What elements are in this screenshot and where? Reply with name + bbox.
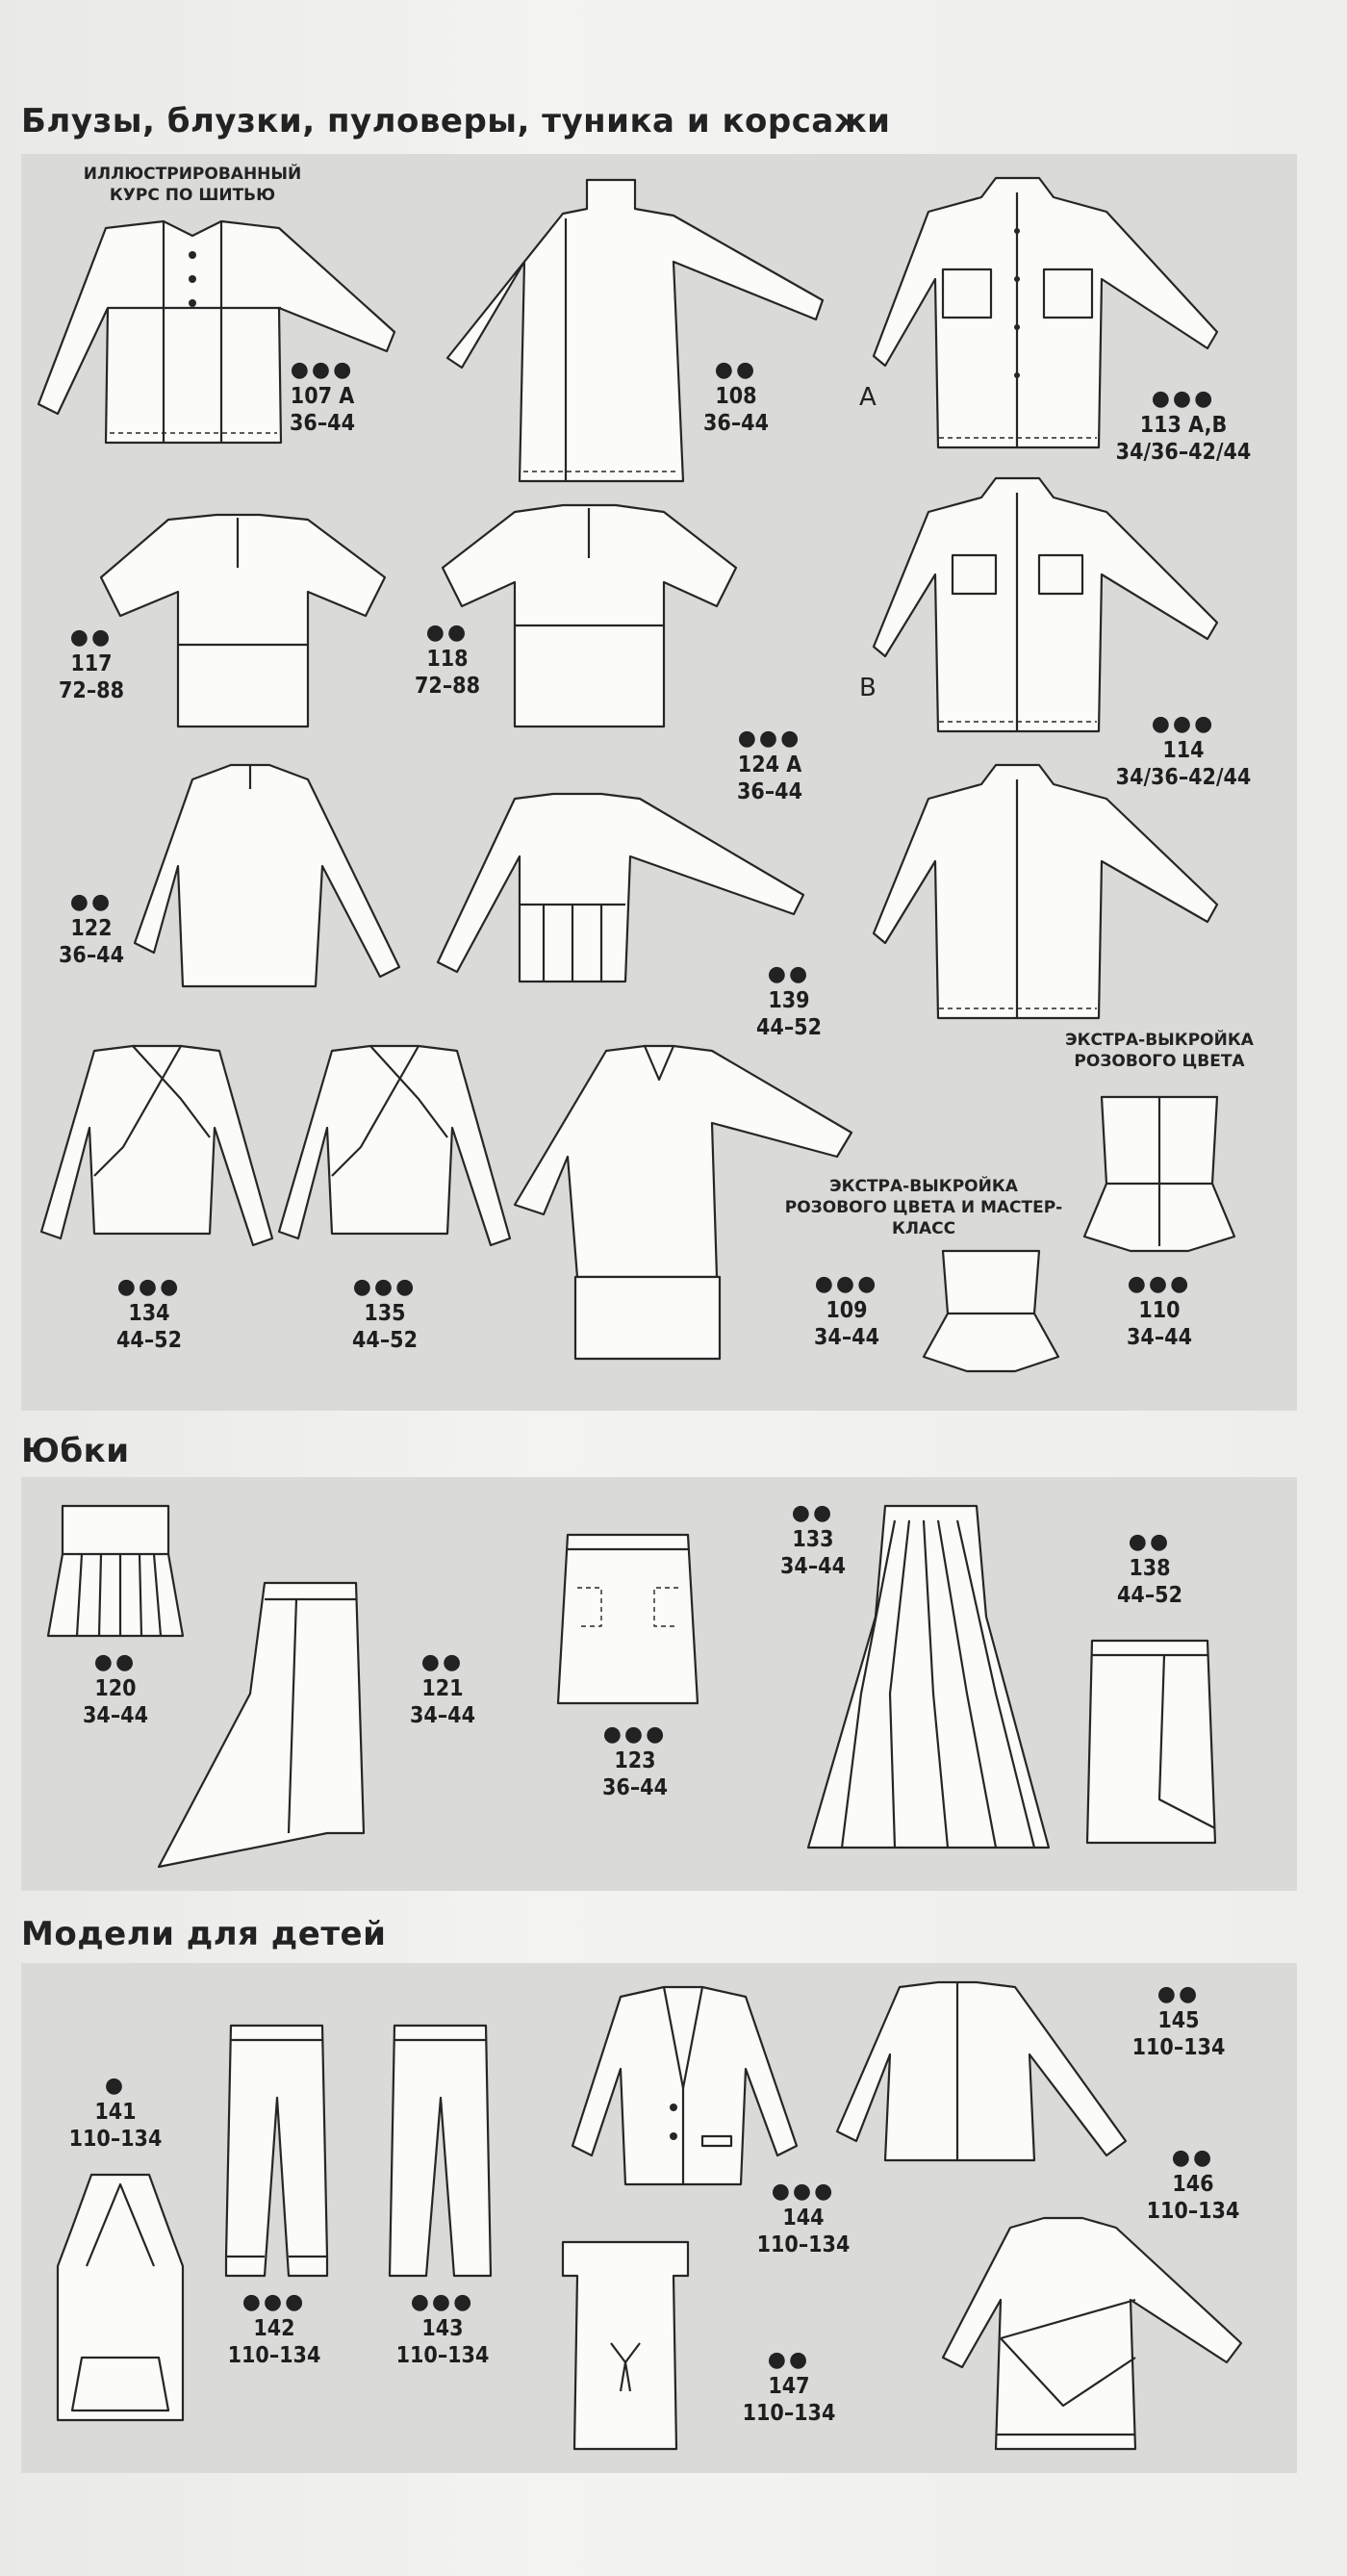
model-108 (688, 358, 784, 437)
difficulty-dots: ●●● (410, 2290, 475, 2314)
model-number: 110 (1138, 1298, 1181, 1323)
course-note: ИЛЛЮСТРИРОВАННЫЙ КУРС ПО ШИТЬЮ (83, 165, 302, 205)
garment-110-sketch (1082, 1087, 1236, 1256)
size-range: 36–44 (737, 779, 802, 804)
difficulty-dots: ●● (767, 962, 811, 986)
model-122 (53, 890, 130, 969)
garment-135-sketch (274, 1041, 515, 1253)
model-113ab (1097, 387, 1270, 466)
garment-144-sketch (568, 1982, 799, 2189)
size-range: 36–44 (703, 411, 769, 436)
model-number: 144 (782, 2206, 825, 2231)
model-118 (404, 621, 491, 700)
section-title-skirts: Юбки (21, 1432, 130, 1470)
model-110 (1106, 1272, 1212, 1351)
garment-122-sketch (135, 760, 404, 991)
model-number: 147 (768, 2374, 810, 2399)
difficulty-dots: ●●● (1127, 1272, 1192, 1296)
garment-109-sketch (919, 1241, 1063, 1376)
difficulty-dots: ●●● (737, 727, 802, 751)
difficulty-dots: ●●● (771, 2180, 836, 2204)
model-number: 113 A,B (1139, 413, 1228, 438)
variant-letter-b: В (859, 674, 877, 702)
model-144 (741, 2180, 866, 2258)
model-number: 124 A (737, 752, 802, 778)
difficulty-dots: ●●● (116, 1275, 182, 1299)
difficulty-dots: ●● (69, 890, 114, 914)
garment-123-sketch (553, 1530, 702, 1708)
difficulty-dots: ●●● (602, 1722, 668, 1747)
difficulty-dots: ●● (1171, 2146, 1215, 2170)
size-range: 34–44 (814, 1325, 879, 1350)
model-number: 145 (1157, 2008, 1200, 2033)
size-range: 34–44 (1127, 1325, 1192, 1350)
garment-143-sketch (385, 2021, 496, 2281)
size-range: 110–134 (742, 2401, 836, 2426)
size-range: 44–52 (1117, 1583, 1182, 1608)
size-range: 110–134 (1131, 2035, 1226, 2060)
model-number: 133 (792, 1527, 834, 1552)
difficulty-dots: ●● (1156, 1982, 1201, 2006)
garment-142-sketch (221, 2021, 332, 2281)
model-number: 135 (364, 1301, 406, 1326)
size-range: 34/36–42/44 (1115, 440, 1252, 465)
model-number: 146 (1172, 2172, 1214, 2197)
model-145 (1121, 1982, 1236, 2061)
difficulty-dots: ●● (420, 1650, 465, 1674)
model-number: 107 A (290, 384, 355, 409)
model-135 (342, 1275, 428, 1354)
garment-117-sketch (101, 510, 390, 731)
model-141 (67, 2074, 164, 2153)
size-range: 44–52 (116, 1328, 182, 1353)
size-range: 72–88 (59, 678, 124, 703)
size-range: 36–44 (602, 1775, 668, 1800)
difficulty-dots: ●●● (290, 358, 355, 382)
garment-133-sketch (803, 1501, 1054, 1857)
garment-146-sketch (938, 2213, 1246, 2454)
model-number: 123 (614, 1748, 656, 1773)
size-range: 110–134 (68, 2127, 163, 2152)
size-range: 110–134 (1146, 2199, 1240, 2224)
model-147 (726, 2348, 851, 2427)
model-number: 114 (1162, 738, 1205, 763)
model-number: 109 (826, 1298, 868, 1323)
model-number: 142 (253, 2316, 295, 2341)
model-138 (1102, 1530, 1198, 1609)
section-title-kids: Модели для детей (21, 1915, 387, 1953)
model-120 (72, 1650, 159, 1729)
model-number: 134 (128, 1301, 170, 1326)
difficulty-dots: ●● (791, 1501, 835, 1525)
difficulty-dots: ●● (767, 2348, 811, 2372)
garment-145-sketch (832, 1977, 1131, 2170)
model-number: 121 (421, 1676, 464, 1701)
garment-108-sketch (443, 175, 827, 483)
size-range: 34–44 (780, 1554, 846, 1579)
difficulty-dots: ●● (1128, 1530, 1172, 1554)
extra-pattern-note: ЭКСТРА-ВЫКРОЙКА РОЗОВОГО ЦВЕТА (1065, 1031, 1254, 1071)
difficulty-dots: ● (104, 2074, 127, 2098)
model-number: 141 (94, 2100, 137, 2125)
garment-114-sketch (847, 760, 1222, 1030)
garment-138-sketch (1082, 1636, 1217, 1848)
difficulty-dots: ●●● (1151, 712, 1216, 736)
model-number: 138 (1129, 1556, 1171, 1581)
model-109 (794, 1272, 900, 1351)
model-number: 122 (70, 916, 113, 941)
section-title-blouses: Блузы, блузки, пуловеры, туника и корсажи (21, 102, 891, 140)
size-range: 36–44 (290, 411, 355, 436)
size-range: 34–44 (410, 1703, 475, 1728)
difficulty-dots: ●● (69, 625, 114, 650)
size-range: 110–134 (227, 2343, 321, 2368)
size-range: 44–52 (352, 1328, 418, 1353)
difficulty-dots: ●● (425, 621, 470, 645)
difficulty-dots: ●● (714, 358, 758, 382)
size-range: 34–44 (83, 1703, 148, 1728)
model-134 (106, 1275, 192, 1354)
difficulty-dots: ●● (93, 1650, 138, 1674)
difficulty-dots: ●●● (1151, 387, 1216, 411)
difficulty-dots: ●●● (241, 2290, 307, 2314)
model-number: 143 (421, 2316, 464, 2341)
size-range: 110–134 (395, 2343, 490, 2368)
size-range: 44–52 (756, 1015, 822, 1040)
size-range: 72–88 (415, 674, 480, 699)
garment-147-sketch (553, 2237, 698, 2454)
garment-121-sketch (154, 1578, 370, 1872)
garment-124a-sketch (428, 789, 808, 991)
size-range: 36–44 (59, 943, 124, 968)
model-107a (269, 358, 375, 437)
model-number: 118 (426, 647, 469, 672)
size-range: 34/36–42/44 (1115, 765, 1252, 790)
garment-113b-sketch (847, 473, 1222, 743)
size-range: 110–134 (756, 2232, 851, 2257)
model-123 (587, 1722, 683, 1801)
extra-pattern-masterclass-note: ЭКСТРА-ВЫКРОЙКА РОЗОВОГО ЦВЕТА И МАСТЕР-КЛАСС (784, 1177, 1063, 1238)
model-121 (399, 1650, 486, 1729)
garment-134-sketch (37, 1041, 277, 1253)
model-117 (53, 625, 130, 704)
model-139 (736, 962, 842, 1041)
difficulty-dots: ●●● (814, 1272, 879, 1296)
model-number: 117 (70, 651, 113, 676)
garment-141-sketch (53, 2170, 188, 2425)
difficulty-dots: ●●● (352, 1275, 418, 1299)
model-number: 139 (768, 988, 810, 1013)
model-142 (212, 2290, 337, 2369)
model-143 (380, 2290, 505, 2369)
variant-letter-a: А (859, 383, 877, 412)
model-number: 108 (715, 384, 757, 409)
model-number: 120 (94, 1676, 137, 1701)
